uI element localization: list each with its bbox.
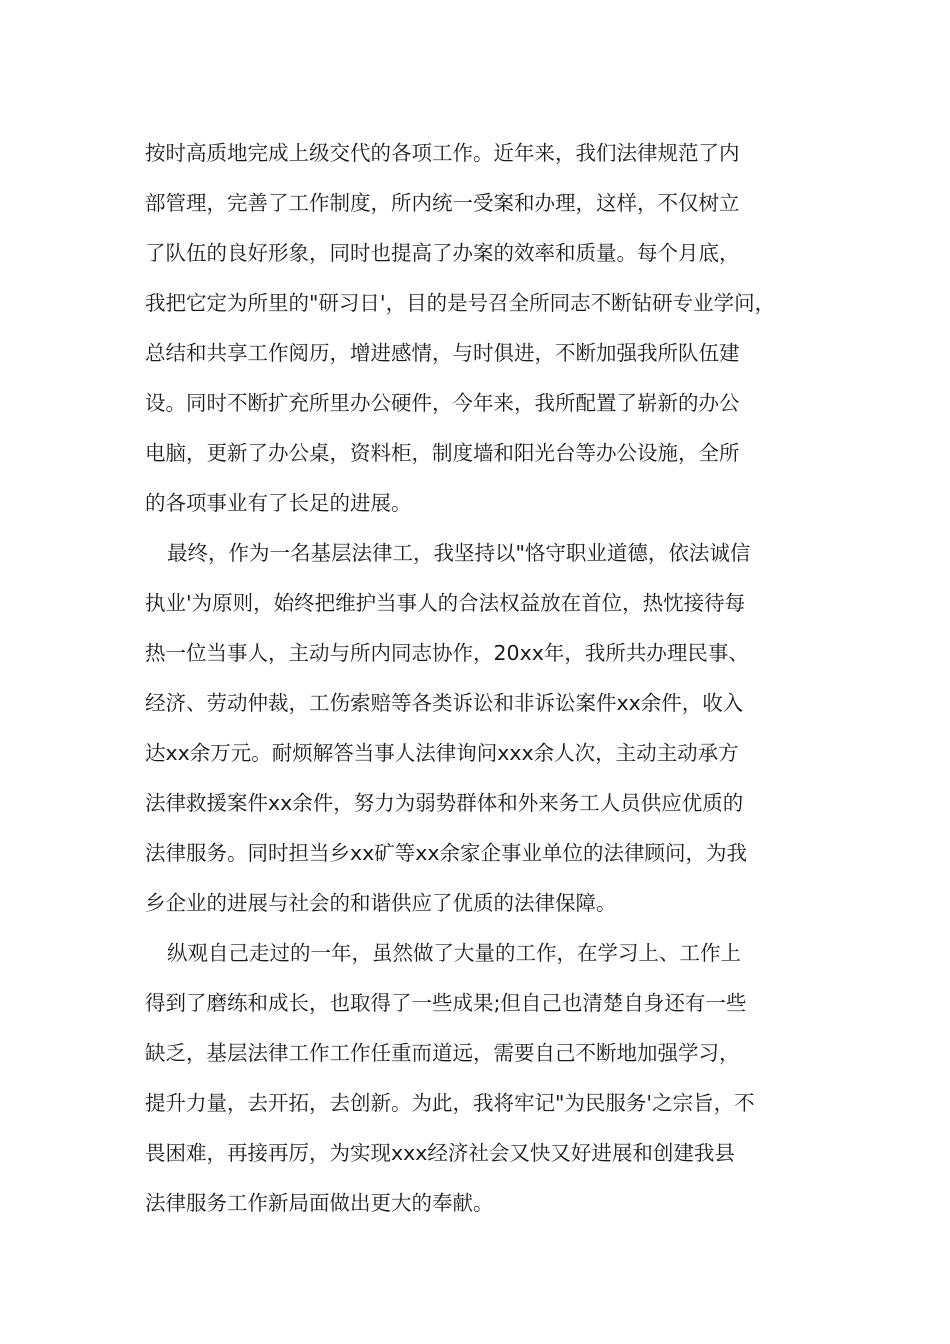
- text-line: 总结和共享工作阅历，增进感情，与时俱进，不断加强我所队伍建: [145, 341, 740, 365]
- text-line: 畏困难，再接再厉，为实现xxx经济社会又快又好进展和创建我县: [145, 1141, 735, 1165]
- text-line: 法律服务。同时担当乡xx矿等xx余家企事业单位的法律顾问，为我: [145, 841, 748, 865]
- paragraph-3: [145, 928, 825, 1228]
- text-line: 最终，作为一名基层法律工，我坚持以"恪守职业道德，依法诚信: [167, 541, 751, 565]
- text-line: 电脑，更新了办公桌，资料柜，制度墙和阳光台等办公设施，全所: [145, 441, 740, 465]
- text-line: 提升力量，去开拓，去创新。为此，我将牢记"为民服务'之宗旨，不: [145, 1091, 755, 1115]
- paragraph-1: [145, 128, 825, 528]
- text-line: 法律服务工作新局面做出更大的奉献。: [145, 1191, 494, 1215]
- text-line: 缺乏，基层法律工作工作任重而道远，需要自己不断地加强学习，: [145, 1041, 740, 1065]
- text-line: 达xx余万元。耐烦解答当事人法律询问xxx余人次，主动主动承方: [145, 741, 739, 765]
- text-line: 热一位当事人，主动与所内同志协作，20xx年，我所共办理民事、: [145, 641, 749, 665]
- text-line: 乡企业的进展与社会的和谐供应了优质的法律保障。: [145, 891, 617, 915]
- text-line: 设。同时不断扩充所里办公硬件，今年来，我所配置了崭新的办公: [145, 391, 740, 415]
- text-line: 按时高质地完成上级交代的各项工作。近年来，我们法律规范了内: [145, 141, 740, 165]
- text-line: 法律救援案件xx余件，努力为弱势群体和外来务工人员供应优质的: [145, 791, 744, 815]
- text-line: 得到了磨练和成长，也取得了一些成果;但自己也清楚自身还有一些: [145, 991, 747, 1015]
- paragraph-2: [145, 528, 825, 928]
- text-line: 部管理，完善了工作制度，所内统一受案和办理，这样，不仅树立: [145, 191, 740, 215]
- text-line: 纵观自己走过的一年，虽然做了大量的工作，在学习上、工作上: [167, 941, 741, 965]
- text-line: 我把它定为所里的"研习日'，目的是号召全所同志不断钻研专业学问，: [145, 291, 776, 315]
- text-line: 了队伍的良好形象，同时也提高了办案的效率和质量。每个月底，: [145, 241, 740, 265]
- document-body: [145, 128, 825, 1228]
- text-line: 的各项事业有了长足的进展。: [145, 491, 412, 515]
- text-line: 经济、劳动仲裁，工伤索赔等各类诉讼和非诉讼案件xx余件，收入: [145, 691, 744, 715]
- text-line: 执业'为原则，始终把维护当事人的合法权益放在首位，热忱接待每: [145, 591, 746, 615]
